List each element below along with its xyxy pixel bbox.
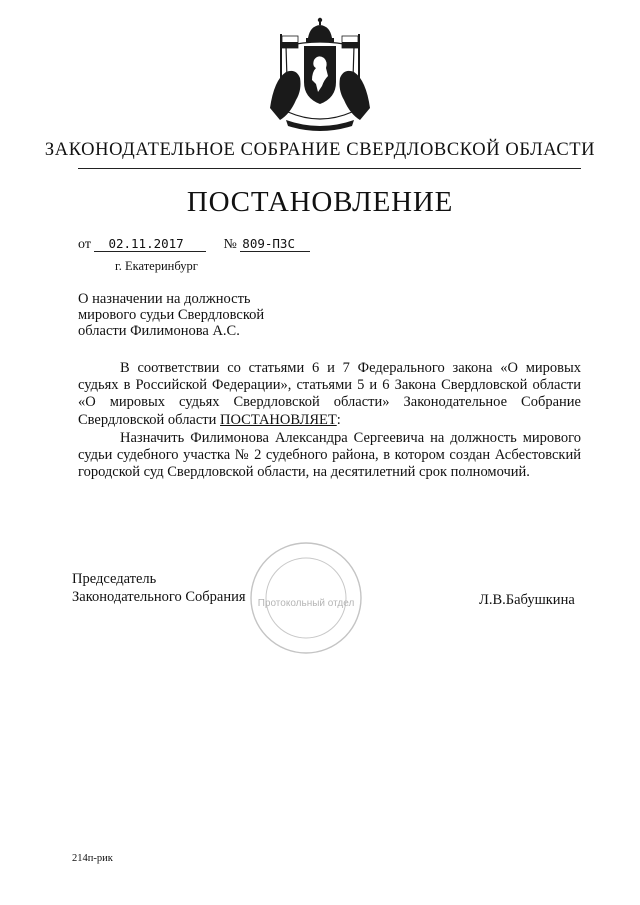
signer-name: Л.В.Бабушкина <box>479 592 575 608</box>
signer-title-line: Председатель <box>72 571 157 587</box>
signer-title-line: Законодательного Собрания <box>72 588 246 605</box>
document-meta <box>78 236 310 253</box>
stamp-text: Протокольный отдел <box>257 598 355 609</box>
coat-of-arms-emblem <box>266 16 374 134</box>
date-prefix: от <box>78 237 91 252</box>
subject-line: области Филимонова А.С. <box>78 323 240 339</box>
document-subject <box>78 291 378 339</box>
organization-name: ЗАКОНОДАТЕЛЬНОЕ СОБРАНИЕ СВЕРДЛОВСКОЙ ОБЛАСТИ <box>44 140 596 160</box>
number-prefix: № <box>223 237 237 252</box>
preamble-end: : <box>336 411 341 428</box>
document-date: 02.11.2017 <box>94 236 206 252</box>
header-divider <box>78 168 581 169</box>
document-city: г. Екатеринбург <box>115 259 198 273</box>
footer-code: 214п-рик <box>72 853 113 864</box>
document-number: 809-ПЗС <box>240 236 310 252</box>
resolution-paragraph: Назначить Филимонова Александра Сергеевича на должность мирового судьи судебного участка № 2 судебного района, в котором создан Асбестовский городской суд Свердловской области, на десятилетний срок полномочий. <box>78 430 581 481</box>
document-type-title: ПОСТАНОВЛЕНИЕ <box>186 186 454 218</box>
preamble-text: В соответствии со статьями 6 и 7 Федерального закона «О мировых судьях в Российской Федерации», статьями 5 и 6 Закона Свердловской области «О мировых судьях Свердловской области» Законодательное Собрание Свердловской области <box>78 360 581 428</box>
resolves-keyword: ПОСТАНОВЛЯЕТ <box>220 411 337 428</box>
subject-line: О назначении на должность <box>78 291 251 307</box>
protocol-department-stamp <box>248 540 364 656</box>
subject-line: мирового судьи Свердловской <box>78 307 265 323</box>
preamble-paragraph <box>78 360 581 429</box>
signer-title <box>72 571 246 606</box>
